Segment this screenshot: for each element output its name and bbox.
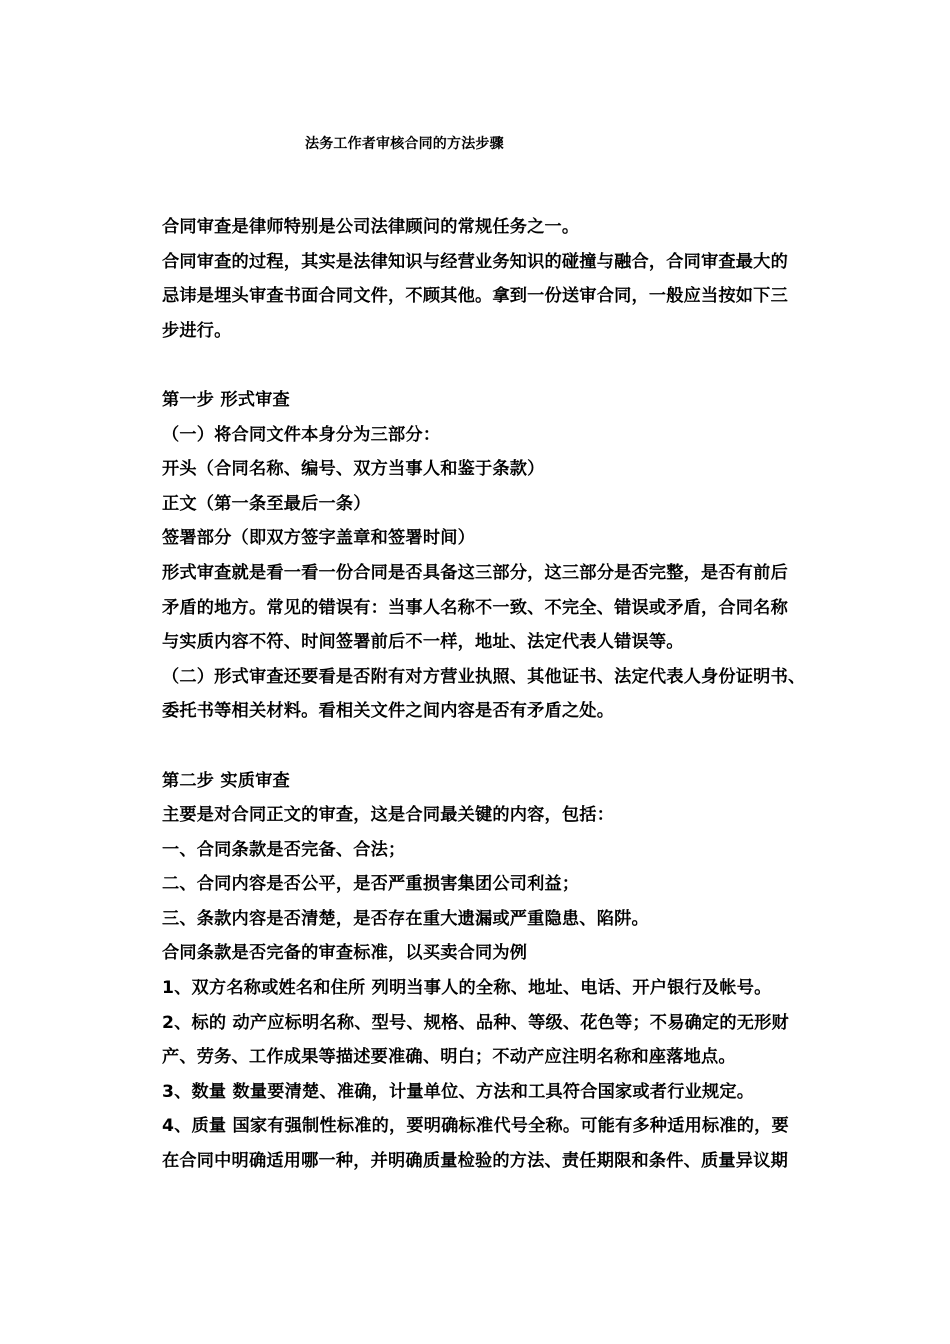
paragraph-line: 矛盾的地方。常见的错误有：当事人名称不一致、不完全、错误或矛盾，合同名称 <box>162 597 788 618</box>
section-heading: 第一步 形式审查 <box>162 389 290 410</box>
paragraph-line: 正文（第一条至最后一条） <box>162 493 371 514</box>
paragraph-line: 忌讳是埋头审查书面合同文件，不顾其他。拿到一份送审合同，一般应当按如下三 <box>162 286 788 307</box>
paragraph-line: 合同审查是律师特别是公司法律顾问的常规任务之一。 <box>162 217 580 237</box>
paragraph-line: 三、条款内容是否清楚，是否存在重大遗漏或严重隐患、陷阱。 <box>162 908 649 929</box>
section-heading: 第二步 实质审查 <box>162 770 290 791</box>
paragraph-line: 与实质内容不符、时间签署前后不一样，地址、法定代表人错误等。 <box>162 632 684 653</box>
document-title: 法务工作者审核合同的方法步骤 <box>305 136 504 152</box>
paragraph-line: 形式审查就是看一看一份合同是否具备这三部分，这三部分是否完整，是否有前后 <box>162 562 788 583</box>
paragraph-line: 3、数量 数量要清楚、准确，计量单位、方法和工具符合国家或者行业规定。 <box>162 1081 755 1102</box>
paragraph-line: 合同条款是否完备的审查标准，以买卖合同为例 <box>162 943 528 964</box>
paragraph-line: 1、双方名称或姓名和住所 列明当事人的全称、地址、电话、开户银行及帐号。 <box>162 978 772 999</box>
paragraph-line: 主要是对合同正文的审查，这是合同最关键的内容，包括： <box>162 805 615 826</box>
paragraph-line: 委托书等相关材料。看相关文件之间内容是否有矛盾之处。 <box>162 701 615 722</box>
paragraph-line: （二）形式审查还要看是否附有对方营业执照、其他证书、法定代表人身份证明书、 <box>162 666 806 687</box>
paragraph-line: 一、合同条款是否完备、合法； <box>162 839 406 860</box>
paragraph-line: 合同审查的过程，其实是法律知识与经营业务知识的碰撞与融合，合同审查最大的 <box>162 251 788 272</box>
blank-line <box>162 348 854 383</box>
paragraph-line: 4、质量 国家有强制性标准的，要明确标准代号全称。可能有多种适用标准的，要 <box>162 1116 789 1137</box>
paragraph-line: 步进行。 <box>162 320 232 341</box>
paragraph-line: 开头（合同名称、编号、双方当事人和鉴于条款） <box>162 459 545 480</box>
paragraph-line: 2、标的 动产应标明名称、型号、规格、品种、等级、花色等；不易确定的无形财 <box>162 1012 789 1033</box>
paragraph-line: 产、劳务、工作成果等描述要准确、明白；不动产应注明名称和座落地点。 <box>162 1047 736 1068</box>
paragraph-line: （一）将合同文件本身分为三部分： <box>162 424 441 445</box>
paragraph-line: 在合同中明确适用哪一种，并明确质量检验的方法、责任期限和条件、质量异议期 <box>162 1151 788 1172</box>
paragraph-line: 签署部分（即双方签字盖章和签署时间） <box>162 528 475 549</box>
document-body <box>162 210 854 1179</box>
paragraph-line: 二、合同内容是否公平，是否严重损害集团公司利益； <box>162 874 580 895</box>
blank-line <box>162 729 854 764</box>
